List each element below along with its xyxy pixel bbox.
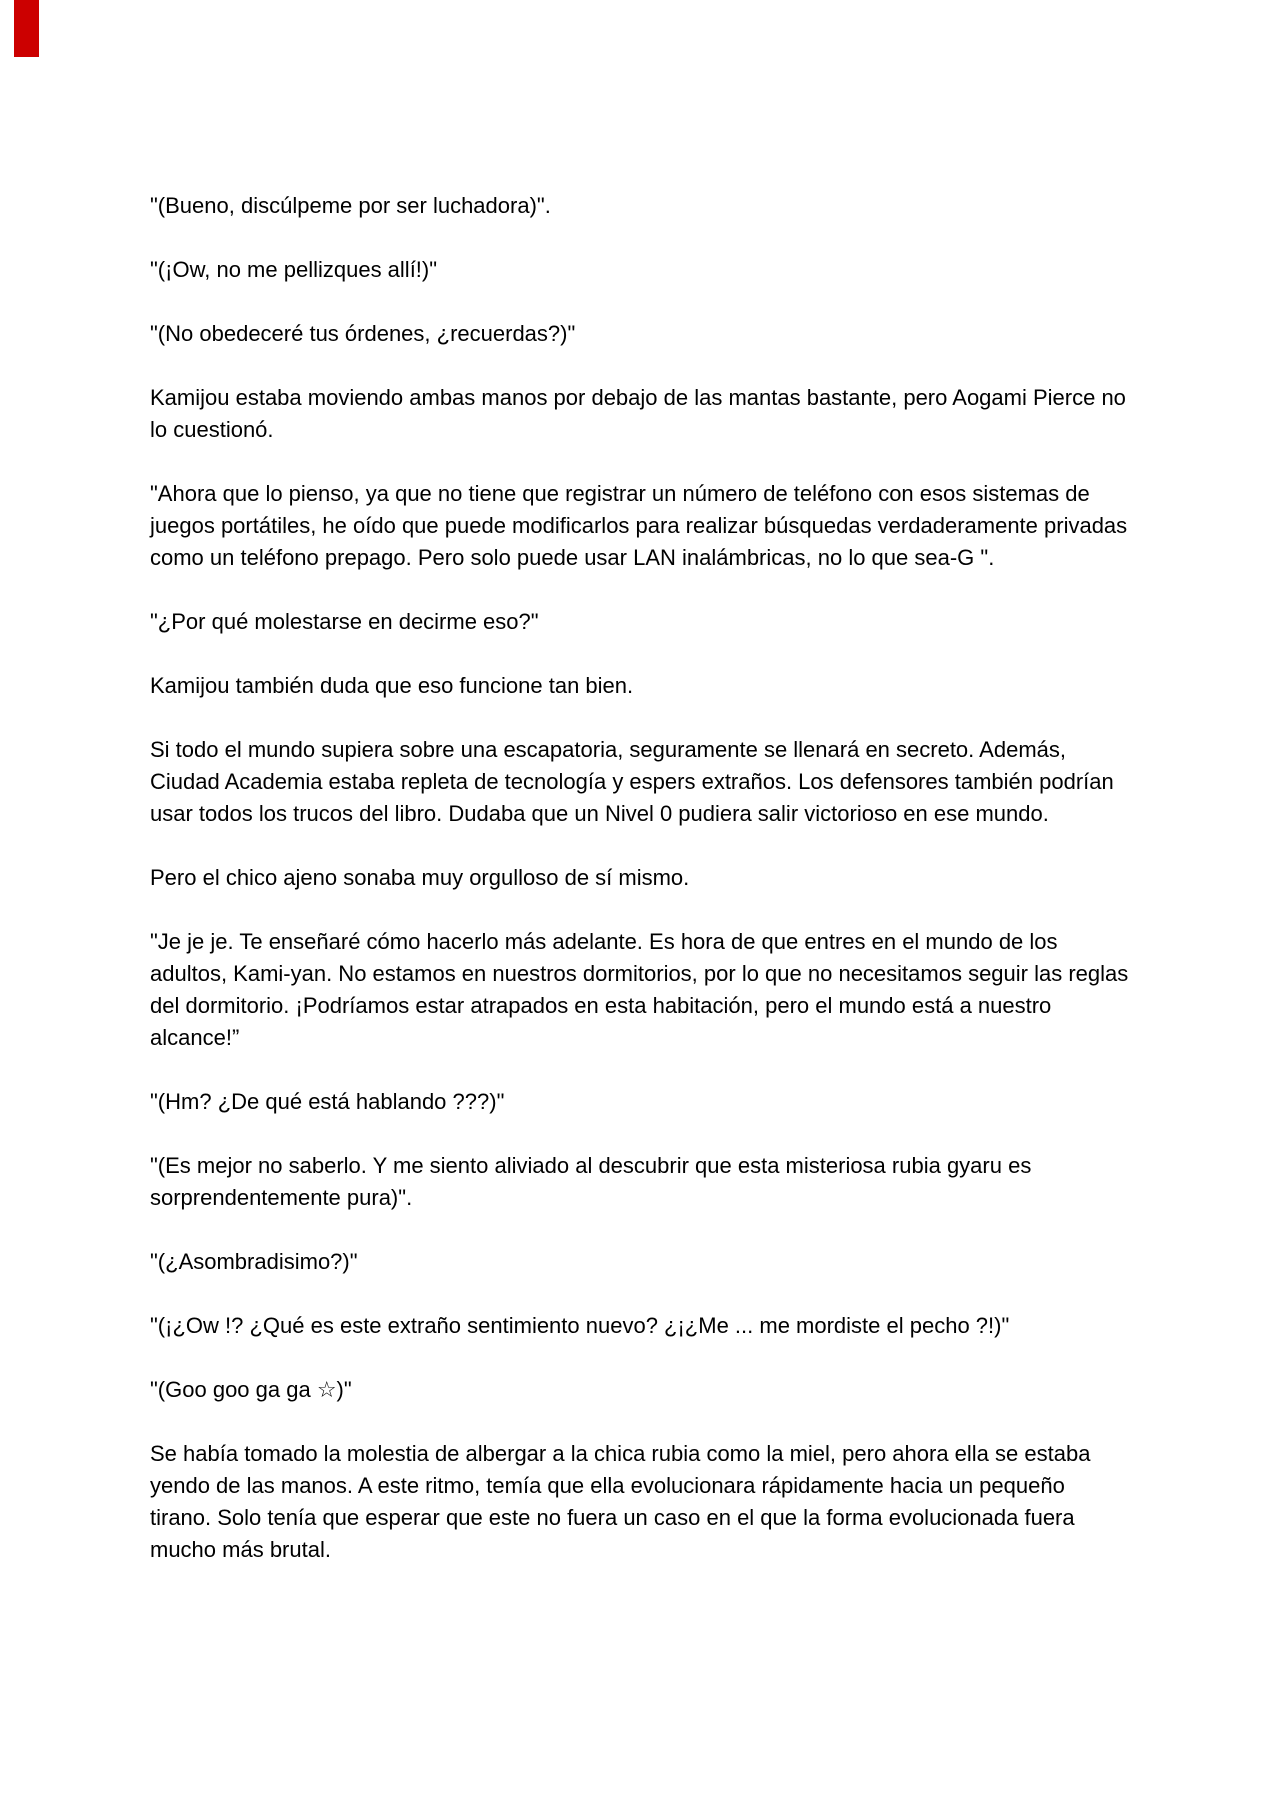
paragraph: Pero el chico ajeno sonaba muy orgulloso de sí mismo.	[150, 865, 690, 890]
paragraph: Kamijou estaba moviendo ambas manos por debajo de las mantas bastante, pero Aogami Pierce no lo cuestionó.	[150, 385, 1126, 442]
paragraph: Si todo el mundo supiera sobre una escapatoria, seguramente se llenará en secreto. Además, Ciudad Academia estaba repleta de tecnología y espers extraños. Los defensores también podrían usar todos los trucos del libro. Dudaba que un Nivel 0 pudiera salir victorioso en ese mundo.	[150, 737, 1114, 826]
document-page	[150, 190, 1130, 1598]
paragraph: "(No obedeceré tus órdenes, ¿recuerdas?)"	[150, 321, 576, 346]
paragraph: "(Hm? ¿De qué está hablando ???)"	[150, 1089, 505, 1114]
paragraph: "Je je je. Te enseñaré cómo hacerlo más adelante. Es hora de que entres en el mundo de los adultos, Kami-yan. No estamos en nuestros dormitorios, por lo que no necesitamos seguir las reglas del dormitorio. ¡Podríamos estar atrapados en esta habitación, pero el mundo está a nuestro alcance!”	[150, 929, 1129, 1050]
paragraph: "Ahora que lo pienso, ya que no tiene que registrar un número de teléfono con esos sistemas de juegos portátiles, he oído que puede modificarlos para realizar búsquedas verdaderamente privadas como un teléfono prepago. Pero solo puede usar LAN inalámbricas, no lo que sea-G ".	[150, 481, 1128, 570]
paragraph: "(Goo goo ga ga ☆)"	[150, 1377, 352, 1402]
red-marker	[14, 0, 39, 57]
paragraph: "(Bueno, discúlpeme por ser luchadora)".	[150, 193, 551, 218]
paragraph: "¿Por qué molestarse en decirme eso?"	[150, 609, 539, 634]
paragraph: "(¡¿Ow !? ¿Qué es este extraño sentimiento nuevo? ¿¡¿Me ... me mordiste el pecho ?!)"	[150, 1313, 1010, 1338]
paragraph: Kamijou también duda que eso funcione tan bien.	[150, 673, 634, 698]
paragraph: "(Es mejor no saberlo. Y me siento aliviado al descubrir que esta misteriosa rubia gyaru es sorprendentemente pura)".	[150, 1153, 1032, 1210]
paragraph: "(¡Ow, no me pellizques allí!)"	[150, 257, 438, 282]
paragraph: "(¿Asombradisimo?)"	[150, 1249, 358, 1274]
paragraph: Se había tomado la molestia de albergar a la chica rubia como la miel, pero ahora ella se estaba yendo de las manos. A este ritmo, temía que ella evolucionara rápidamente hacia un pequeño tirano. Solo tenía que esperar que este no fuera un caso en el que la forma evolucionada fuera mucho más brutal.	[150, 1441, 1091, 1562]
